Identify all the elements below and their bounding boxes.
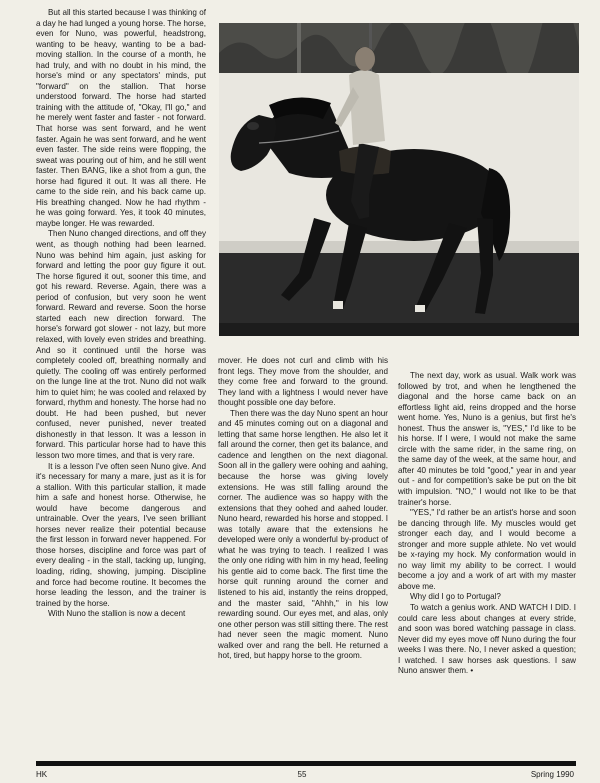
page-number: 55 [297, 770, 307, 779]
issue-date: Spring 1990 [530, 770, 574, 779]
horse-rider-photo [219, 23, 579, 336]
paragraph: mover. He does not curl and climb with his front legs. They move from the shoulder, and they come free and forward to the ground. They land with a lightness I would never have thought possible one day before. [218, 356, 388, 408]
paragraph: It is a lesson I've often seen Nuno give. And it's necessary for many a mare, just as it is for a stallion. With this particular stallion, it made him a safe and honest horse. Otherwise, he would have become dangerous and untrainable. Over the years, I've seen brilliant horses never realize their potential because the first lesson in forward never happened. For those horses, discipline and force was part of every dealing - in the stall, tacking up, lunging, loading, riding, showing, jumping. Discipline and force had become routine. It becomes the horse leading the lesson, and the trainer is trained by the horse. [36, 461, 206, 608]
paragraph: Then Nuno changed directions, and off they went, as though nothing had been learned. Nuno was behind him again, just asking for forward and letting the poor guy figure it out. The horse figured it out, sooner this time, and got his reward. Reverse. Again, there was a period of confusion, but very soon he went forward. Reward and reverse. Soon the horse started each new direction forward. The horse's forward got slower - not lazy, but more relaxed, with lovely even strides and breathing. And so it continued until the horse was completely cooled off, breathing normally and quietly. The cooling off was entirely performed on the lunge line at the trot. Nuno did not walk him to quiet him; he was cooled and relaxed by forward, rhythm and honesty. The horse had no doubt. He had been pushed, but never confused, never punished, never treated dishonestly in that lesson. It was a lesson in forward. This particular horse had to have this lesson two more times, and that is very rare. [36, 229, 206, 460]
paragraph: Then there was the day Nuno spent an hour and 45 minutes coming out on a diagonal and letting that same horse lengthen. He also let it fall around the corner, then get its balance, and cadence and lengthen on the next diagonal. Soon all in the gallery were oohing and aahing, because the horse was giving lovely extensions. He was still falling around the corner. The audience was so happy with the extensions that they oohed and aahed louder. Nuno heard, rewarded his horse and stopped. I was totally aware that the extensions he developed were only a wonderful by-product of what he was trying to teach. I realized I was the only one riding with him in my head, feeling his gentle aid to come back. The first time the horse quit running around the corner and listened to his aid, instantly the reins dropped, and the master said, "Ahhh," in his low rewarding sound. Our eyes met, and alas, only one other person was still sitting there. The rest had never seen the magic moment. Nuno walked over and rang the bell. He returned a hot, tired, but happy horse to the groom. [218, 408, 388, 661]
paragraph: With Nuno the stallion is now a decent [48, 609, 186, 619]
article-column-right [398, 371, 576, 756]
paragraph: Why did I go to Portugal? [410, 592, 501, 602]
paragraph: The next day, work as usual. Walk work was followed by trot, and when he lengthened the diagonal and the horse came back on an effortless light aid, reins dropped and the horse went home. Yes, Nuno is a genius, but first he's honest. Thus the answer is, "YES," I'd like to be his horse. If I were, I would not make the same circle with the same rider, in the same ring, on the same day of the week, at the same hour, and after 40 minutes be told "good," year in and year out - and for competition's sake be put on the bit with impulsion. "NO," I would not like to be that trainer's horse. [398, 371, 576, 507]
paragraph: To watch a genius work. AND WATCH I DID. I could care less about changes at every stride, and soon was bored watching passage in class. Never did my eyes move off Nuno during the four weeks I was there. No, I never asked a question; I watched. I saw horses ask questions. I saw Nuno answer them. • [398, 603, 576, 676]
footer-initials: HK [36, 770, 48, 779]
paragraph: But all this started because I was thinking of a day he had lunged a young horse. The horse, even for Nuno, was powerful, headstrong, wanting to be heavy, wanting to be a bad-moving stallion. In the course of a month, he had truly, and with no doubt in his mind, the horse's mind or any spectators' minds, put "forward" on the stallion. That horse understood forward. The horse had started training with the attitude of, "Okay, I'll go," and he merely went faster and faster - not forward. That horse was sent forward, and he went faster. Again he was sent forward, and he went even faster. The side reins were flopping, the sweat was pouring out of him, and he still went faster. Then BANG, like a shot from a gun, the horse had figured it out. It was all there. He came to the side rein, and his back came up. His breathing changed. Now he had rhythm - he was going forward. Yes, it took 40 minutes, maybe longer. He was rewarded. [36, 8, 206, 228]
footer-divider [36, 761, 576, 766]
article-column-middle [218, 356, 388, 756]
paragraph: "YES," I'd rather be an artist's horse and soon be dancing through life. My muscles would get stronger each day, and I would become a stronger and more supple athlete. No vet would be x-raying my hock. My conformation would in no way limit my ability to be correct. I would become a joy and a work of art with my master above me. [398, 508, 576, 591]
article-column-left [36, 8, 206, 756]
